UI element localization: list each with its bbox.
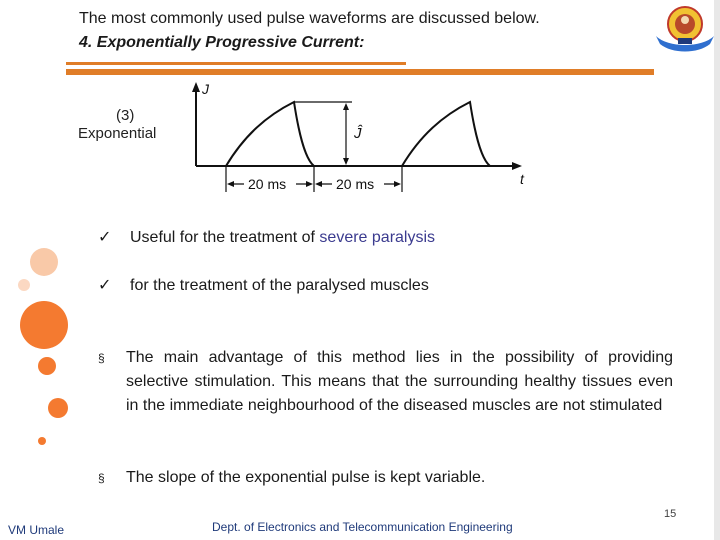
bullet-slope bbox=[98, 466, 673, 490]
y-axis-arrow bbox=[192, 82, 200, 92]
institute-logo bbox=[650, 2, 720, 56]
circle-medium-1 bbox=[38, 357, 56, 375]
bullet-severe-paralysis bbox=[98, 226, 658, 250]
footer-department: Dept. of Electronics and Telecommunication Engineering bbox=[212, 520, 513, 534]
circle-medium-2 bbox=[48, 398, 68, 418]
x-axis-label: t bbox=[520, 171, 524, 187]
title-line-1: The most commonly used pulse waveforms are discussed below. bbox=[79, 10, 540, 27]
amplitude-label: Ĵ bbox=[354, 125, 362, 142]
bullet-text: Useful for the treatment of severe paralysis bbox=[130, 229, 436, 246]
pulse-1 bbox=[226, 102, 314, 166]
pulse-2 bbox=[402, 102, 490, 166]
bullet-paralysed-muscles bbox=[98, 274, 658, 298]
highlight-text: severe paralysis bbox=[319, 229, 436, 246]
circle-faint bbox=[18, 279, 30, 291]
bullet-text: The main advantage of this method lies in the possibility of providing selective stimulation. This means that the surrounding healthy tissues even in the immediate neighbourhood of the diseased muscles are not stimulated bbox=[126, 349, 673, 414]
checkmark-icon: ✓ bbox=[98, 277, 112, 294]
page-number: 15 bbox=[664, 508, 677, 520]
interval-1-arrow-right bbox=[306, 181, 313, 187]
y-axis-label: J bbox=[202, 81, 209, 97]
figure-label-name: Exponential bbox=[78, 125, 157, 142]
checkmark-icon: ✓ bbox=[98, 229, 112, 246]
interval-2-arrow-right bbox=[394, 181, 401, 187]
interval-1-label: 20 ms bbox=[248, 176, 287, 192]
figure-label-number: (3) bbox=[116, 107, 135, 124]
right-edge-shadow bbox=[714, 0, 720, 540]
bullet-text: for the treatment of the paralysed muscles bbox=[130, 277, 429, 294]
title-underline-thick bbox=[66, 69, 654, 75]
interval-2-arrow-left bbox=[315, 181, 322, 187]
square-bullet-icon: § bbox=[98, 351, 105, 365]
amplitude-arrow-top bbox=[343, 103, 349, 110]
title-line-2: 4. Exponentially Progressive Current: bbox=[79, 34, 365, 51]
circle-large bbox=[20, 301, 68, 349]
circle-top-outline bbox=[30, 248, 58, 276]
square-bullet-icon: § bbox=[98, 471, 105, 485]
exponential-waveform-figure bbox=[76, 78, 536, 213]
circle-small-1 bbox=[38, 437, 46, 445]
bullet-text: The slope of the exponential pulse is kept variable. bbox=[126, 469, 486, 486]
interval-1-arrow-left bbox=[227, 181, 234, 187]
footer-author: VM Umale bbox=[8, 523, 65, 537]
interval-2-label: 20 ms bbox=[336, 176, 375, 192]
title-underline-thin bbox=[66, 62, 406, 65]
amplitude-arrow-bottom bbox=[343, 158, 349, 165]
x-axis-arrow bbox=[512, 162, 522, 170]
bullet-main-advantage bbox=[98, 346, 673, 418]
